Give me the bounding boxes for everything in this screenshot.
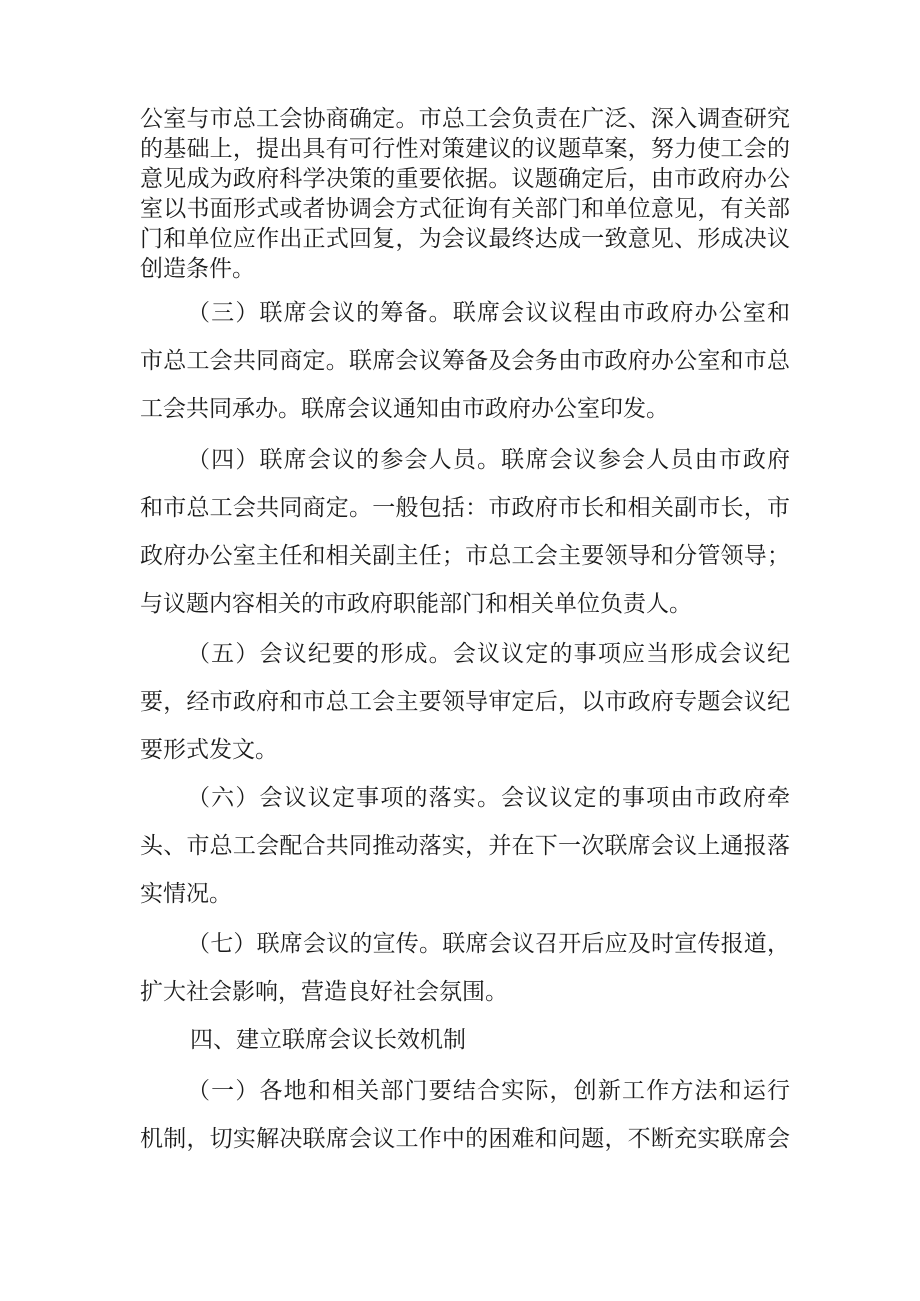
paragraph-7-start: （七）联席会议的宣传。联席会议召开后应及时宣传报道， xyxy=(187,931,790,957)
text-line: 创造条件。 xyxy=(140,256,255,282)
paragraph-1-start: （一）各地和相关部门要结合实际，创新工作方法和运行 xyxy=(187,1078,790,1104)
paragraph-4-start: （四）联席会议的参会人员。联席会议参会人员由市政府 xyxy=(187,447,790,473)
text-line: 与议题内容相关的市政府职能部门和相关单位负责人。 xyxy=(140,591,692,617)
text-line: 扩大社会影响，营造良好社会氛围。 xyxy=(140,979,508,1005)
text-line: 头、市总工会配合共同推动落实，并在下一次联席会议上通报落 xyxy=(140,833,790,859)
paragraph-3-start: （三）联席会议的筹备。联席会议议程由市政府办公室和 xyxy=(187,300,790,326)
text-line: 和市总工会共同商定。一般包括：市政府市长和相关副市长，市 xyxy=(140,495,790,521)
text-line: 意见成为政府科学决策的重要依据。议题确定后，由市政府办公 xyxy=(140,166,790,192)
section-heading: 四、建立联席会议长效机制 xyxy=(190,1027,466,1053)
text-line: 室以书面形式或者协调会方式征询有关部门和单位意见，有关部 xyxy=(140,196,790,222)
text-line: 公室与市总工会协商确定。市总工会负责在广泛、深入调查研究 xyxy=(140,106,790,132)
text-line: 市总工会共同商定。联席会议筹备及会务由市政府办公室和市总 xyxy=(140,348,790,374)
text-line: 政府办公室主任和相关副主任；市总工会主要领导和分管领导； xyxy=(140,543,790,569)
text-line: 要形式发文。 xyxy=(140,737,278,763)
paragraph-6-start: （六）会议议定事项的落实。会议议定的事项由市政府牵 xyxy=(187,785,790,811)
text-line: 机制，切实解决联席会议工作中的困难和问题，不断充实联席会 xyxy=(140,1126,790,1152)
paragraph-5-start: （五）会议纪要的形成。会议议定的事项应当形成会议纪 xyxy=(187,641,790,667)
text-line: 实情况。 xyxy=(140,881,232,907)
text-line: 门和单位应作出正式回复，为会议最终达成一致意见、形成决议 xyxy=(140,226,790,252)
text-line: 要，经市政府和市总工会主要领导审定后，以市政府专题会议纪 xyxy=(140,689,790,715)
text-line: 的基础上，提出具有可行性对策建议的议题草案，努力使工会的 xyxy=(140,136,790,162)
text-line: 工会共同承办。联席会议通知由市政府办公室印发。 xyxy=(140,396,669,422)
